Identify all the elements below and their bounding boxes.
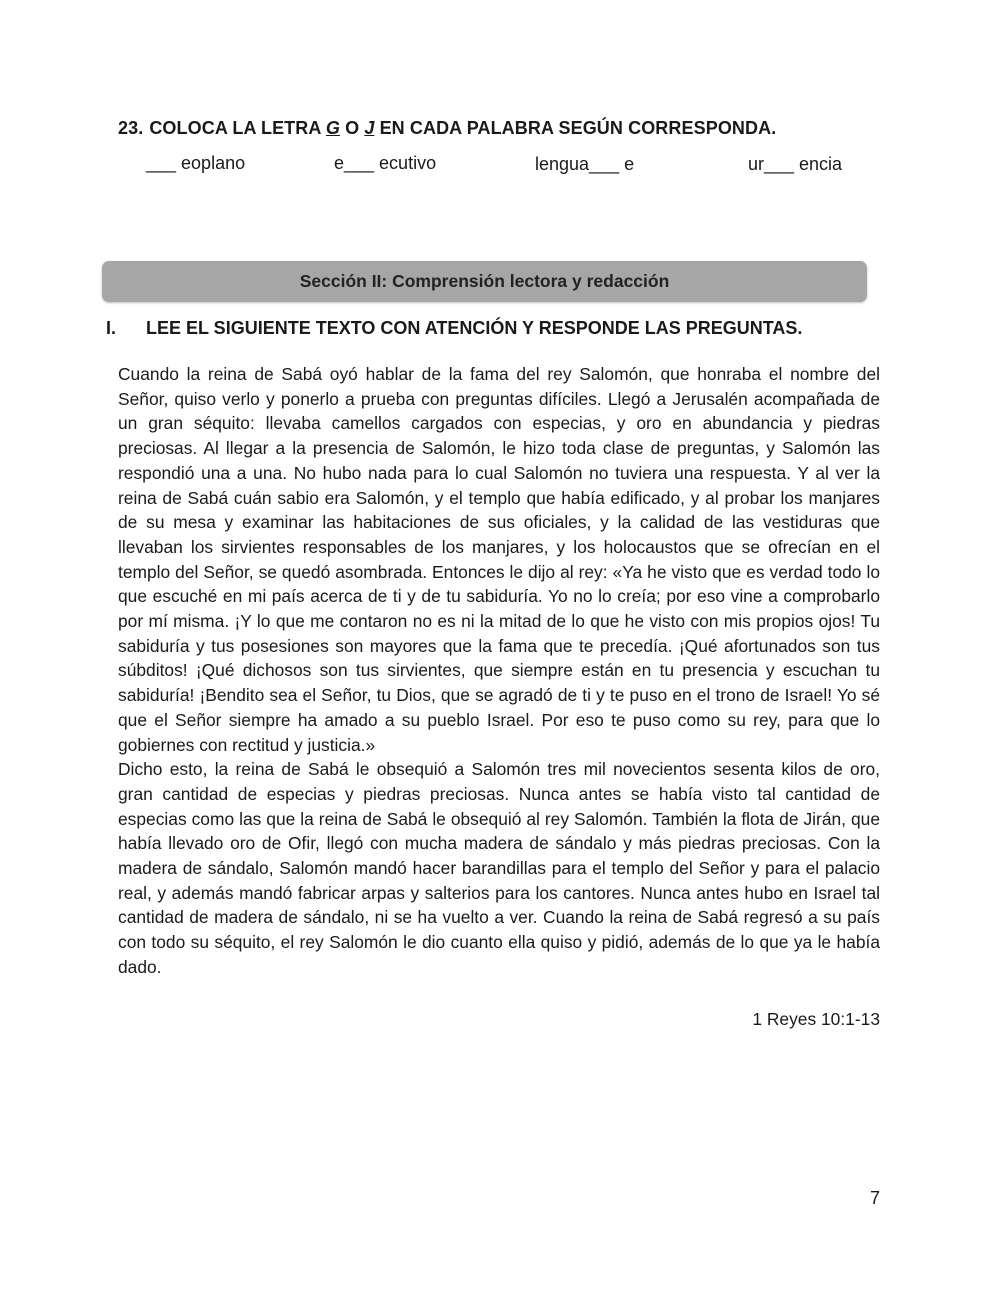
reading-passage [118,362,880,980]
section-header-bar [102,261,867,302]
word-blank-2[interactable]: e___ ecutivo [334,153,437,173]
part-i-heading [106,318,802,339]
word-blank-3[interactable]: lengua___ e [535,154,635,174]
word-blank-1[interactable]: ___ eoplano [146,153,246,173]
instruction-suffix: EN CADA PALABRA SEGÚN CORRESPONDA. [374,118,777,138]
exercise-23-instruction [118,118,776,139]
word-blank-4[interactable]: ur___ encia [748,154,843,174]
part-i-title: LEE EL SIGUIENTE TEXTO CON ATENCIÓN Y RESPONDE LAS PREGUNTAS. [146,318,803,338]
section-title: Sección II: Comprensión lectora y redacción [299,271,670,291]
page-number: 7 [869,1188,880,1208]
passage-paragraph-2: Dicho esto, la reina de Sabá le obsequió a Salomón tres mil novecientos sesenta kilos de oro, gran cantidad de especias y piedras preciosas. Nunca antes se había visto tal cantidad de especias como las que la reina de Sabá le obsequió al rey Salomón. También la flota de Jirán, que había llevado oro de Ofir, llegó con mucha madera de sándalo y más piedras preciosas. Con la madera de sándalo, Salomón mandó hacer barandillas para el templo del Señor y para el palacio real, y además mandó fabricar arpas y salterios para los cantores. Nunca antes hubo en Israel tal cantidad de madera de sándalo, ni se ha vuelto a ver. Cuando la reina de Sabá regresó a su país con todo su séquito, el rey Salomón le dio cuanto ella quiso y pidió, además de lo que ya le había dado. [118,759,880,977]
instruction-connector: O [340,118,365,138]
letter-j: J [364,118,375,138]
bible-reference: 1 Reyes 10:1-13 [752,1009,880,1029]
exercise-number: 23. [118,118,144,138]
instruction-prefix: COLOCA LA LETRA [149,118,326,138]
part-i-numeral: I. [106,318,117,338]
passage-paragraph-1: Cuando la reina de Sabá oyó hablar de la fama del rey Salomón, que honraba el nombre del Señor, quiso verlo y ponerlo a prueba con preguntas difíciles. Llegó a Jerusalén acompañada de un gran séquito: llevaba camellos cargados con especias, y oro en abundancia y piedras preciosas. Al llegar a la presencia de Salomón, le hizo toda clase de preguntas, y Salomón las respondió una a una. No hubo nada para lo cual Salomón no tuviera una respuesta. Y al ver la reina de Sabá cuán sabio era Salomón, y el templo que había edificado, y al probar los manjares de su mesa y examinar las habitaciones de sus oficiales, y la calidad de las vestiduras que llevaban los sirvientes responsables de los manjares, y los holocaustos que se ofrecían en el templo del Señor, se quedó asombrada. Entonces le dijo al rey: «Ya he visto que es verdad todo lo que escuché en mi país acerca de ti y de tu sabiduría. Yo no lo creía; por eso vine a comprobarlo por mí misma. ¡Y lo que me contaron no es ni la mitad de lo que he visto con mis propios ojos! Tu sabiduría y tus posesiones son mayores que la fama que te precedía. ¡Qué afortunados son tus súbditos! ¡Qué dichosos son tus sirvientes, que siempre están en tu presencia y escuchan tu sabiduría! ¡Bendito sea el Señor, tu Dios, que se agradó de ti y te puso en el trono de Israel! Yo sé que el Señor siempre ha amado a su pueblo Israel. Por eso te puso como su rey, para que lo gobiernes con rectitud y justicia.» [118,364,880,755]
letter-g: G [325,118,341,138]
